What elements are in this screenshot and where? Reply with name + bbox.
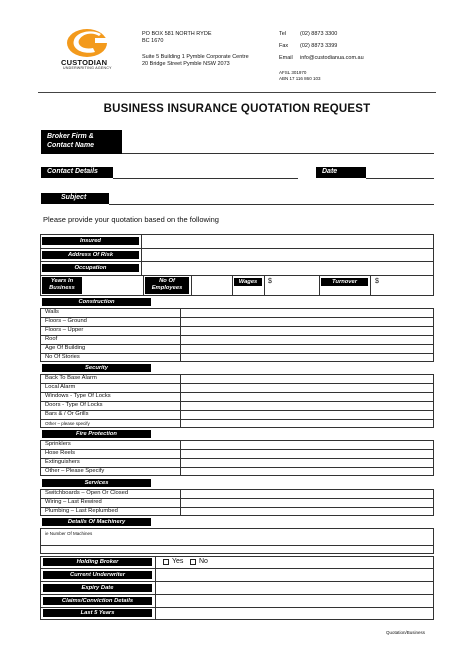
construction-row-age: Age Of Building	[45, 345, 86, 351]
postal-line-2: BC 1670	[142, 38, 164, 44]
fire-line-1	[40, 449, 434, 450]
afsl: AFSL 301970	[279, 70, 307, 75]
holding-broker-label: Holding Broker	[43, 558, 152, 566]
registration	[279, 70, 320, 82]
last-5-years-label: Last 5 Years	[43, 609, 152, 617]
construction-line-3	[40, 335, 434, 336]
years-label-line-1: Years In	[50, 278, 74, 284]
fire-row-sprinklers: Sprinklers	[45, 441, 71, 447]
construction-line-5	[40, 353, 434, 354]
email-label: Email	[279, 55, 293, 61]
years-in-business-label	[42, 277, 82, 294]
street-address	[142, 54, 249, 68]
date-field[interactable]	[366, 178, 434, 179]
security-row-local-alarm: Local Alarm	[45, 384, 76, 390]
yes-checkbox[interactable]	[163, 559, 169, 565]
no-checkbox[interactable]	[190, 559, 196, 565]
insured-field[interactable]	[142, 235, 433, 248]
construction-title: Construction	[42, 298, 151, 306]
insured-label: Insured	[42, 237, 139, 245]
construction-row-roof: Roof	[45, 336, 58, 342]
fax-value: (02) 8873 3399	[300, 43, 338, 49]
stats-divider-5	[319, 275, 320, 296]
occupation-row-line	[40, 275, 434, 276]
years-label-line-2: Business	[49, 285, 75, 291]
broker-label-line-2: Contact Name	[47, 141, 95, 149]
security-line-1	[40, 383, 434, 384]
tel-value: (02) 8873 3300	[300, 31, 338, 37]
machinery-note: ie Number Of Machines	[45, 531, 93, 536]
construction-line-2	[40, 326, 434, 327]
employees-label-line-1: No Of	[159, 278, 175, 284]
security-row-windows: Windows - Type Of Locks	[45, 393, 111, 399]
construction-line-4	[40, 344, 434, 345]
construction-row-stories: No Of Stories	[45, 354, 80, 360]
wages-currency: $	[268, 278, 272, 285]
contact-labels	[279, 31, 293, 62]
stats-divider-2	[191, 275, 192, 296]
stats-divider-1	[143, 275, 144, 296]
current-underwriter-field[interactable]	[156, 569, 433, 581]
address-of-risk-label: Address Of Risk	[42, 251, 139, 259]
employees-field[interactable]	[191, 277, 231, 295]
street-line-2: 20 Bridge Street Pymble NSW 2073	[142, 61, 230, 67]
years-in-business-field[interactable]	[84, 277, 142, 295]
services-row-plumbing: Plumbing – Last Replumbed	[45, 508, 118, 514]
street-line-1: Suite 5 Building 1 Pymble Corporate Centre	[142, 54, 249, 60]
occupation-label: Occupation	[42, 264, 139, 272]
services-row-switchboards: Switchboards – Open Or Closed	[45, 490, 129, 496]
machinery-line-1	[40, 545, 434, 546]
fire-protection-title: Fire Protection	[42, 430, 151, 438]
subject-field[interactable]	[109, 204, 434, 205]
fax-label: Fax	[279, 43, 289, 49]
security-title: Security	[42, 364, 151, 372]
yes-label: Yes	[172, 558, 184, 565]
tel-label: Tel	[279, 31, 287, 37]
abn: ABN 17 116 860 103	[279, 76, 321, 81]
contact-values	[300, 31, 364, 62]
employees-label	[145, 277, 189, 294]
security-row-back-to-base: Back To Base Alarm	[45, 375, 97, 381]
contact-details-field[interactable]	[113, 178, 298, 179]
machinery-table	[40, 528, 434, 554]
fire-line-2	[40, 458, 434, 459]
stats-divider-6	[370, 275, 371, 296]
employees-label-line-2: Employees	[151, 285, 183, 291]
services-col-divider	[180, 489, 181, 516]
broker-field[interactable]	[122, 153, 434, 154]
header-divider	[38, 92, 436, 93]
broker-label	[41, 130, 122, 154]
construction-line-1	[40, 317, 434, 318]
date-label: Date	[316, 167, 366, 178]
stats-divider-3	[232, 275, 233, 296]
construction-row-floors-upper: Floors – Upper	[45, 327, 84, 333]
contact-details-label: Contact Details	[41, 167, 113, 178]
current-underwriter-label: Current Underwriter	[43, 571, 152, 579]
claims-details-label: Claims/Conviction Details	[43, 597, 152, 605]
email-value[interactable]: info@custodianua.com.au	[300, 55, 364, 61]
last-5-years-field[interactable]	[156, 608, 433, 620]
services-row-wiring: Wiring – Last Rewired	[45, 499, 102, 505]
expiry-date-field[interactable]	[156, 582, 433, 594]
page-title: BUSINESS INSURANCE QUOTATION REQUEST	[103, 103, 371, 115]
company-logo-icon	[65, 28, 115, 58]
turnover-currency: $	[375, 278, 379, 285]
wages-field[interactable]	[275, 277, 317, 295]
claims-details-field[interactable]	[156, 595, 433, 607]
company-tagline: UNDERWRITING AGENCY	[63, 66, 112, 70]
company-name: CUSTODIAN	[61, 58, 108, 67]
broker-label-line-1: Broker Firm &	[47, 133, 94, 140]
fire-row-other: Other – Please Specify	[45, 468, 105, 474]
postal-address	[142, 31, 212, 45]
machinery-title: Details Of Machinery	[42, 518, 151, 526]
fire-row-hose-reels: Hose Reels	[45, 450, 75, 456]
construction-row-walls: Walls	[45, 309, 59, 315]
fire-row-extinguishers: Extinguishers	[45, 459, 80, 465]
security-row-other: Other – please specify	[45, 421, 90, 426]
turnover-field[interactable]	[382, 277, 433, 295]
wages-label: Wages	[234, 278, 262, 286]
address-of-risk-field[interactable]	[142, 249, 433, 261]
security-row-bars: Bars & / Or Grills	[45, 411, 89, 417]
intro-text: Please provide your quotation based on the following	[43, 215, 219, 224]
stats-divider-4	[264, 275, 265, 296]
expiry-date-label: Expiry Date	[43, 584, 152, 592]
turnover-label: Turnover	[321, 278, 368, 286]
postal-line-1: PO BOX 581 NORTH RYDE	[142, 31, 212, 37]
services-title: Services	[42, 479, 151, 487]
subject-label: Subject	[41, 193, 109, 204]
no-label: No	[199, 558, 208, 565]
security-line-5	[40, 419, 434, 420]
occupation-field[interactable]	[142, 262, 433, 275]
security-row-doors: Doors - Type Of Locks	[45, 402, 103, 408]
footer-reference: Quotation/Business	[386, 630, 426, 635]
security-line-4	[40, 410, 434, 411]
construction-row-floors-ground: Floors – Ground	[45, 318, 87, 324]
